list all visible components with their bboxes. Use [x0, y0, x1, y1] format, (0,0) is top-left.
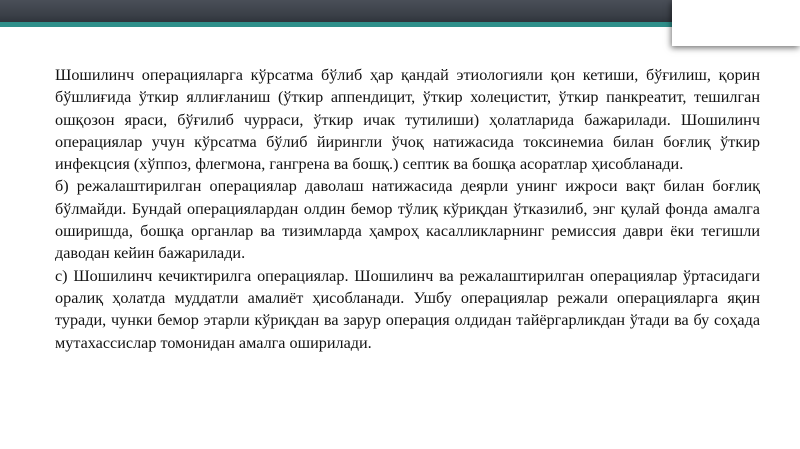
paragraph-delayed-operations: с) Шошилинч кечиктирилга операциялар. Шошилинч ва режалаштирилган операциялар ўртасидаги оралиқ ҳолатда муддатли амалиёт ҳисобланади. Ушбу операциялар режали операцияларга яқин туради, чунки бемор этарли кўриқдан ва зарур операция олдидан тайёргарликдан ўтади ва бу соҳада мутахассислар томонидан амалга оширилади. — [55, 266, 760, 352]
paragraph-urgent-operations: Шошилинч операцияларга кўрсатма бўлиб ҳар қандай этиологияли қон кетиши, бўғилиш, қорин бўшлиғида ўткир яллиғланиш (ўткир аппендицит, ўткир холецистит, ўткир панкреатит, тешилган ошқозон яраси, бўғилиб чурраси, ўткир ичак тутилиши) ҳолатларида бажарилади. Шошилинч операциялар учун кўрсатма бўлиб йирингли ўчоқ натижасида токсинемиа билан боғлиқ ўткир инфекцсия (хўппоз, флегмона, гангрена ва бошқ.) септик ва бошқа асоратлар ҳисобланади. — [55, 66, 760, 174]
corner-decoration — [672, 0, 800, 46]
slide-body — [55, 64, 760, 354]
paragraph-planned-operations: б) режалаштирилган операциялар даволаш натижасида деярли унинг ижроси вақт билан боғлиқ бўлмайди. Бундай операциялардан олдин бемор тўлиқ кўриқдан ўтказилиб, энг қулай фонда амалга оширишда, бошқа органлар ва тизимларда ҳамроҳ касалликларнинг ремиссия даври ёки тегишли даводан кейин бажарилади. — [55, 177, 760, 263]
